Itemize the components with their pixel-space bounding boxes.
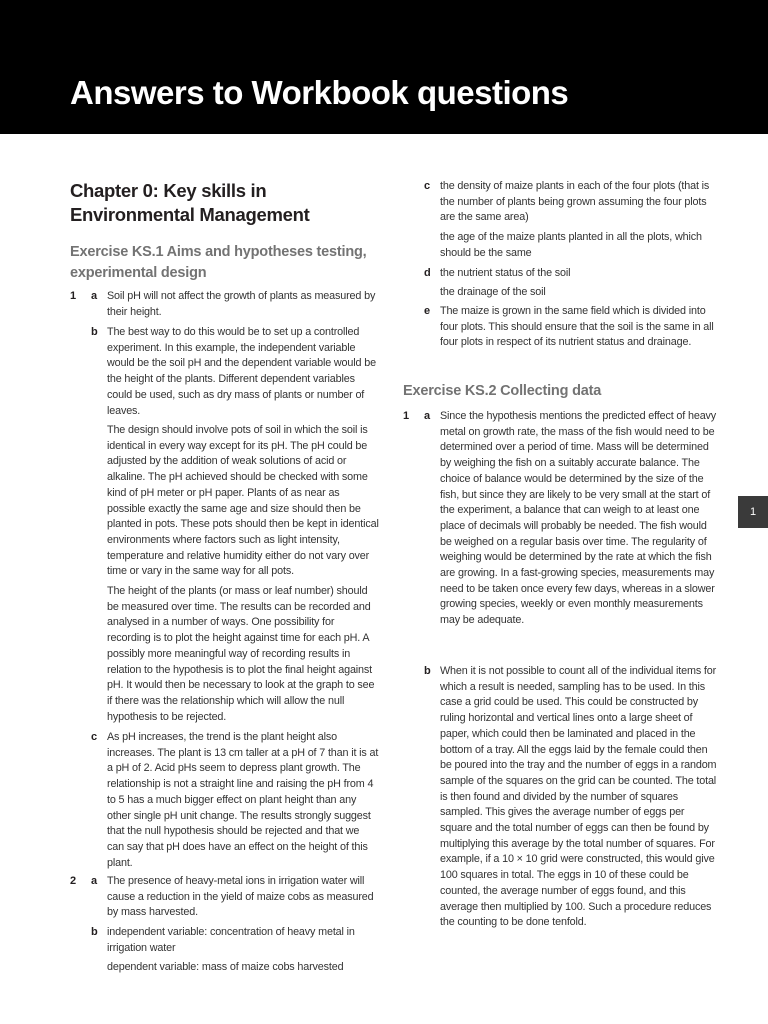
- question-letter-2c: c: [424, 180, 431, 192]
- question-number-1: 1: [70, 290, 77, 302]
- answer-1c: As pH increases, the trend is the plant height also increases. The plant is 13 cm taller at a pH of 7 than it is at a pH of 2. Acid pHs seem to depress plant growth. The relationship is not a straight line and raising the pH from 4 to 5 has a much bigger effect on plant height than any other single pH unit change. The results strongly suggest that the null hypothesis should be rejected and that we can say that pH does have an effect on the height of this plant.: [107, 731, 379, 869]
- answer-2c-paragraph-2: the age of the maize plants planted in all the plots, which should be the same: [440, 231, 702, 259]
- page-title: Answers to Workbook questions: [70, 74, 569, 111]
- answer-ks2-1b: When it is not possible to count all of the individual items for which a result is needed, sampling has to be used. In this case a grid could be used. This could be constructed by ruling horizontal and vertical lines onto a large sheet of paper, which could then be laminated and placed in the bottom of a tray. All the eggs laid by the female could then be poured into the tray and the number of eggs in a random sample of the squares on the grid can be counted. The total is then found and divided by the number of squares sampled. This gives the average number of eggs per square and the total number of eggs can then be found by multiplying this average by the total number of squares. For example, if a 10 × 10 grid were constructed, this would give 100 squares in total. The eggs in 10 of these could be counted, the average number of eggs found, and this average then multiplied by 100. Such a procedure reduces the counting to be done tenfold.: [440, 665, 717, 929]
- question-letter-ks2-1a: a: [424, 410, 431, 422]
- answer-2a: The presence of heavy-metal ions in irrigation water will cause a reduction in the yield of maize cobs as measured by mass harvested.: [107, 875, 374, 919]
- answer-1a: Soil pH will not affect the growth of plants as measured by their height.: [107, 290, 376, 318]
- answer-1b-paragraph-3: The height of the plants (or mass or leaf number) should be measured over time. The results can be recorded and analysed in a number of ways. One possibility for recording is to plot the height against time for each pH. A possibly more meaningful way of recording results in relation to the hypothesis is to plot the final height against pH. It would then be necessary to look at the graph to see if there was the relationship which will allow the null hypothesis to be rejected.: [107, 585, 375, 723]
- answer-2b-independent: independent variable: concentration of heavy metal in irrigation water: [107, 926, 355, 954]
- question-letter-2a: a: [91, 875, 98, 887]
- answer-2d-nutrient: the nutrient status of the soil: [440, 267, 571, 279]
- answer-2c-paragraph-1: the density of maize plants in each of the four plots (that is the number of plants being grown assuming the four plots are the same area): [440, 180, 710, 224]
- exercise-title-ks2: Exercise KS.2 Collecting data: [403, 383, 602, 399]
- question-letter-1c: c: [91, 731, 98, 743]
- question-letter-2d: d: [424, 267, 431, 279]
- page-number: 1: [749, 506, 757, 518]
- answer-2d-drainage: the drainage of the soil: [440, 286, 546, 298]
- question-number-2: 2: [70, 875, 77, 887]
- page-header: [0, 0, 768, 134]
- exercise-title-ks1: Exercise KS.1 Aims and hypotheses testing, experimental design: [70, 244, 367, 281]
- answer-2e: The maize is grown in the same field which is divided into four plots. This should ensure that the soil is the same in all four plots in respect of its nutrient status and drainage.: [440, 305, 714, 349]
- chapter-title: Chapter 0: Key skills in Environmental Management: [70, 180, 310, 225]
- question-letter-1b: b: [91, 326, 98, 338]
- question-letter-1a: a: [91, 290, 98, 302]
- answer-1b-paragraph-2: The design should involve pots of soil in which the soil is identical in every way except for its pH. The pH could be adjusted by the addition of weak solutions of acid or alkaline. The pH achieved should be checked with some kind of pH meter or pH paper. Plants of as near as possible exactly the same age and size should then be planted in pots. These pots should then be kept in identical environments where factors such as light intensity, temperature and relative humidity either do not vary over time or vary in the same way for all pots.: [107, 424, 379, 578]
- question-letter-2b: b: [91, 926, 98, 938]
- answer-ks2-1a: Since the hypothesis mentions the predicted effect of heavy metal on growth rate, the mass of the fish would need to be determined over a period of time. Mass will be determined by weighing the fish on a suitably accurate balance. The choice of balance would be determined by the size of the fish, but since they are likely to be very small at the start of the experiment, a balance that can weigh to at least one place of decimals will probably be needed. The fish would be weighed on a regular basis over time. The regularity of weighing would be determined by the rate at which the fish are growing. In a fast-growing species, measurements may need to be taken once every few days, whereas in a slower growing species, weekly or even monthly measurements may be adequate.: [440, 410, 717, 627]
- page-number-tab: [738, 496, 768, 528]
- answer-1b-paragraph-1: The best way to do this would be to set up a controlled experiment. In this example, the independent variable would be the soil pH and the dependent variable would be the height of the plants. Different dependent variables could be used, such as dry mass of plants or number of leaves.: [107, 326, 376, 417]
- answer-2b-dependent: dependent variable: mass of maize cobs harvested: [107, 961, 344, 973]
- question-letter-2e: e: [424, 305, 431, 317]
- question-letter-ks2-1b: b: [424, 665, 431, 677]
- question-number-ks2-1: 1: [403, 410, 410, 422]
